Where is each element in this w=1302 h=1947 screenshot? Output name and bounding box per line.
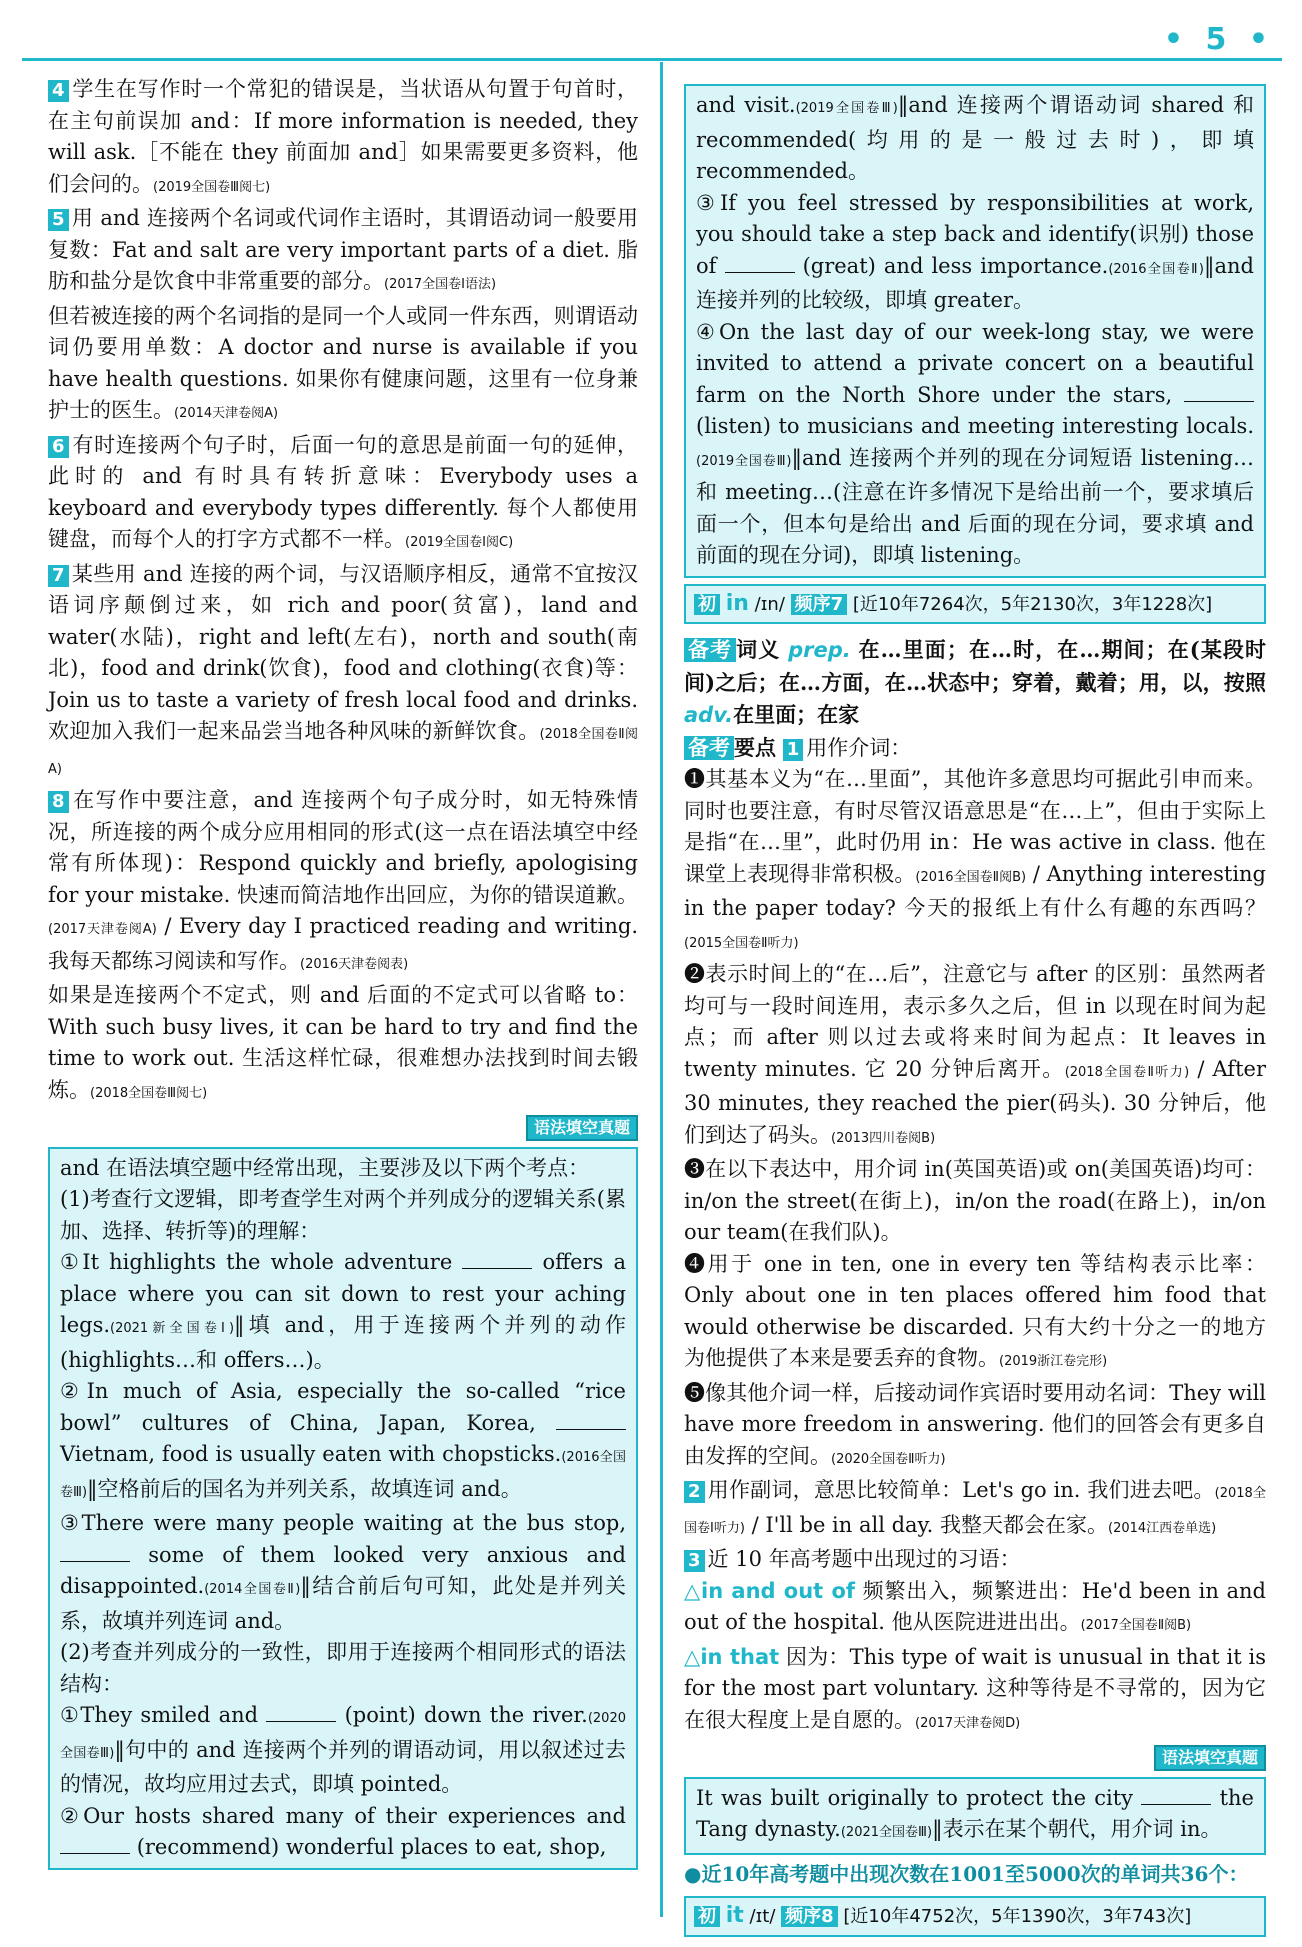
- exam-question-6: ③If you feel stressed by responsibilities at work, you should take a step back and identify(识别) those of (great) and less importance.(2016全国卷Ⅱ)‖and 连接并列的比较级，即填 greater。: [696, 190, 1254, 312]
- idiom-in-and-out-of: △in and out of 频繁出入，频繁进出：He'd been in and out of the hospital. 他从医院进进出出。(2017全国卷Ⅱ阅B): [684, 1578, 1266, 1634]
- citation: (2021全国卷Ⅲ): [840, 1825, 933, 1840]
- phonetic: /ɪn/: [754, 593, 785, 615]
- left-column: [48, 74, 638, 1874]
- grammar-exam-tag: 语法填空真题: [1154, 1745, 1266, 1771]
- citation: (2019浙江卷完形): [999, 1354, 1108, 1369]
- tag-row: [48, 1111, 638, 1143]
- idiom-head: △in and out of: [684, 1578, 856, 1603]
- point-2: 2 用作副词，意思比较简单：Let's go in. 我们进去吧。(2018全国卷Ⅰ听力) / I'll be in all day. 我整天都会在家。(2014江西卷单选): [684, 1478, 1267, 1537]
- point-6-number: 6: [48, 436, 69, 458]
- exam-question-2: ②In much of Asia, especially the so-called “rice bowl” cultures of China, Japan, Korea, Vietnam, food is usually eaten with chopsticks.(2016全国卷Ⅲ)‖空格前后的国名为并列关系，故填连词 and。: [60, 1379, 626, 1501]
- point-5-note-text: 但若被连接的两个名词指的是同一个人或同一件东西，则谓语动词仍要用单数：A doctor and nurse is available if you have health questions. 如果你有健康问题，这里有一位身兼护士的医生。: [48, 303, 638, 422]
- pos-prep: prep.: [788, 638, 851, 662]
- box-heading-1: (1)考查行文逻辑，即考查学生对两个并列成分的逻辑关系(累加、选择、转折等)的理解：: [60, 1187, 626, 1243]
- point-4-text: 学生在写作时一个常犯的错误是，当状语从句置于句首时，在主句前误加 and：If more information is needed, they will ask.［不能在 they 前面加 and］如果需要更多资料，他们会问的。: [48, 77, 638, 196]
- headword: it: [725, 1903, 744, 1928]
- point-8: [48, 785, 638, 980]
- citation: (2014全国卷Ⅱ): [204, 1582, 301, 1597]
- point-1-title: 用作介词：: [806, 735, 912, 760]
- point-5-note: [48, 301, 638, 430]
- frequency-counts: [近10年7264次，5年2130次，3年1228次]: [852, 593, 1213, 615]
- exam-prep-label: 备考: [684, 638, 736, 662]
- usage-1: ❶其基本义为“在…里面”，其他许多意思均可据此引申而来。同时也要注意，有时尽管汉语意思是“在…上”，但由于实际上是指“在…里”，此时仍用 in：He was active in class. 他在课堂上表现得非常积极。(2016全国卷Ⅱ阅B) / Anything interesting in the paper today? 今天的报纸上有什么有趣的东西吗？(2015全国卷Ⅱ听力): [684, 767, 1267, 951]
- citation: (2016天津卷阅表): [300, 956, 409, 972]
- point-7-text: 某些用 and 连接的两个词，与汉语顺序相反，通常不宜按汉语词序颠倒过来，如 rich and poor(贫富)，land and water(水陆)，right and left(左右)，north and south(南北)，food and drink(饮食)，food and clothing(衣食)等：Join us to taste a variety of fresh local food and drinks. 欢迎加入我们一起来品尝当地各种风味的新鲜饮食。: [48, 561, 638, 743]
- exam-question-1: ①It highlights the whole adventure offers a place where you can sit down to rest your aching legs.(2021新全国卷Ⅰ)‖填 and，用于连接两个并列的动作(highlights…和 offers…)。: [60, 1250, 626, 1372]
- answer-blank[interactable]: [60, 1543, 130, 1562]
- citation: (2017天津卷阅D): [915, 1715, 1021, 1731]
- usage-4: ❹用于 one in ten, one in every ten 等结构表示比率：Only about one in ten places offered him food that would otherwise be discarded. 只有大约十分之一的地方为他提供了本来是要丢弃的食物。(2019浙江卷完形): [684, 1251, 1266, 1370]
- citation: (2014天津卷阅A): [174, 406, 279, 421]
- level-badge: 初: [694, 594, 720, 615]
- citation: (2017天津卷阅A): [48, 922, 157, 937]
- citation: (2017全国卷Ⅱ阅B): [1080, 1618, 1192, 1633]
- citation: (2021新全国卷Ⅰ): [110, 1321, 235, 1336]
- right-column: [684, 80, 1266, 1947]
- answer-blank[interactable]: [556, 1411, 626, 1430]
- citation: (2019全国卷Ⅲ阅七): [153, 179, 271, 195]
- citation: (2018全国卷Ⅱ阅A): [48, 727, 638, 777]
- point-8-note-text: 如果是连接两个不定式，则 and 后面的不定式可以省略 to：With such busy lives, it can be hard to try and find the time to work out. 生活这样忙碌，很难想办法找到时间去锻炼。: [48, 983, 638, 1102]
- citation: (2018全国卷Ⅰ听力): [684, 1486, 1267, 1536]
- citation: (2018全国卷Ⅲ阅七): [90, 1085, 208, 1101]
- idiom-head: △in that: [684, 1644, 780, 1669]
- exam-question-7: ④On the last day of our week-long stay, we were invited to attend a private concert on a beautiful farm on the North Shore under the stars, (listen) to musicians and meeting interesting locals.(2019全国卷Ⅲ)‖and 连接两个并列的现在分词短语 listening…和 meeting…(注意在许多情况下是给出前一个，要求填后面一个，但本句是给出 and 后面的现在分词，要求填 and 前面的现在分词)，即填 listening。: [696, 319, 1254, 567]
- box-intro: and 在语法填空题中经常出现，主要涉及以下两个考点：: [60, 1155, 590, 1180]
- point-1-number: 1: [783, 739, 804, 761]
- point-4-number: 4: [48, 80, 69, 102]
- citation: (2018全国卷Ⅱ听力): [1064, 1064, 1190, 1080]
- answer-blank[interactable]: [462, 1250, 532, 1269]
- citation: (2013四川卷阅B): [831, 1130, 936, 1146]
- point-8-example: / Every day I practiced reading and writing. 我每天都练习阅读和写作。: [48, 914, 638, 973]
- point-2-number: 2: [684, 1481, 705, 1503]
- point-7: [48, 559, 638, 786]
- meaning-adv: 在里面；在家: [733, 702, 860, 727]
- box-heading-2: (2)考查并列成分的一致性，即用于连接两个相同形式的语法结构：: [60, 1640, 626, 1696]
- usage-5: ❺像其他介词一样，后接动词作宾语时要用动名词：They will have more freedom in answering. 他们的回答会有更多自由发挥的空间。(2020全国卷Ⅱ听力): [684, 1380, 1266, 1468]
- point-6-text: 有时连接两个句子时，后面一句的意思是前面一句的延伸，此时的 and 有时具有转折意味：Everybody uses a keyboard and everybody types differently. 每个人都使用键盘，而每个人的打字方式都不一样。: [48, 432, 638, 551]
- point-4: [48, 74, 638, 203]
- point-7-number: 7: [48, 565, 69, 587]
- meaning-prep: 在…里面；在…时，在…期间；在(某段时间)之后；在…方面，在…状态中；穿着，戴着；用，以，按照: [684, 637, 1266, 695]
- usage-2: ❷表示时间上的“在…后”，注意它与 after 的区别：虽然两者均可与一段时间连用，表示多久之后，但 in 以现在时间为起点；而 after 则以过去或将来时间为起点：It leaves in twenty minutes. 它 20 分钟后离开。(2018全国卷Ⅱ听力) / After 30 minutes, they reached the pier(码头). 30 分钟后，他们到达了码头。(2013四川卷阅B): [684, 962, 1266, 1147]
- point-5: [48, 203, 638, 301]
- answer-blank[interactable]: [1184, 383, 1254, 402]
- page-number: • 5 •: [1163, 22, 1274, 57]
- frequency-counts: [近10年4752次，5年1390次，3年743次]: [843, 1906, 1192, 1927]
- exam-prep-label: 备考: [684, 736, 734, 760]
- point-3: 3 近 10 年高考题中出现过的习语：: [684, 1544, 1266, 1576]
- point-8-text: 在写作中要注意，and 连接两个句子成分时，如无特殊情况，所连接的两个成分应用相同的形式(这一点在语法填空中经常有所体现)：Respond quickly and briefly, apologising for your mistake. 快速而简洁地作出回应，为你的错误道歉。: [48, 788, 638, 907]
- key-points: [684, 732, 1266, 765]
- citation: (2016全国卷Ⅱ阅B): [915, 869, 1027, 885]
- word-entry-it: [684, 1896, 1266, 1937]
- frequency-rank: 频序8: [781, 1906, 838, 1927]
- level-badge: 初: [694, 1906, 720, 1927]
- usage-3: ❸在以下表达中，用介词 in(英国英语)或 on(美国英语)均可：in/on the street(在街上)，in/on the road(在路上)，in/on our team(在我们队)。: [684, 1157, 1266, 1244]
- point-6: [48, 430, 638, 559]
- citation: (2019全国卷Ⅲ): [696, 453, 792, 469]
- citation: (2019全国卷Ⅰ阅C): [405, 535, 514, 550]
- idiom-in-that: △in that 因为：This type of wait is unusual in that it is for the most part voluntary. 这种等待是不寻常的，因为它在很大程度上是自愿的。(2017天津卷阅D): [684, 1644, 1266, 1732]
- frequency-footnote: ●近10年高考题中出现次数在1001至5000次的单词共36个：: [684, 1861, 1249, 1886]
- citation: (2019全国卷Ⅲ): [795, 101, 898, 116]
- points-title: 要点: [734, 734, 776, 760]
- word-entry-in: [684, 584, 1266, 625]
- citation: (2016全国卷Ⅲ): [60, 1450, 626, 1500]
- frequency-rank: 频序7: [791, 594, 848, 615]
- grammar-exam-box-2: [684, 1777, 1266, 1855]
- point-5-text: 用 and 连接两个名词或代词作主语时，其谓语动词一般要用复数：Fat and salt are very important parts of a diet. 脂肪和盐分是饮食中非常重要的部分。: [48, 206, 638, 293]
- point-8-number: 8: [48, 791, 69, 813]
- grammar-exam-tag: 语法填空真题: [526, 1115, 638, 1141]
- phonetic: /ɪt/: [749, 1906, 776, 1927]
- column-divider: [660, 62, 663, 1917]
- word-meaning: [684, 634, 1266, 732]
- exam-question-5: ②Our hosts shared many of their experiences and (recommend) wonderful places to eat, shop,: [60, 1803, 626, 1859]
- citation: (2020全国卷Ⅲ): [60, 1711, 626, 1761]
- answer-blank[interactable]: [1141, 1786, 1211, 1805]
- exam-question-4: ①They smiled and (point) down the river.(2020全国卷Ⅲ)‖句中的 and 连接两个并列的谓语动词，用以叙述过去的情况，故均应用过去式，即填 pointed。: [60, 1703, 626, 1796]
- citation: (2017全国卷Ⅰ语法): [384, 277, 497, 292]
- citation: (2016全国卷Ⅱ): [1108, 261, 1204, 277]
- exam-question-in: It was built originally to protect the city the Tang dynasty.(2021全国卷Ⅲ)‖表示在某个朝代，用介词 in。: [696, 1785, 1254, 1841]
- answer-blank[interactable]: [60, 1835, 130, 1854]
- exam-question-5-end: and visit.(2019全国卷Ⅲ)‖and 连接两个谓语动词 shared 和 recommended(均用的是一般过去时)，即填 recommended。: [696, 93, 1254, 183]
- headword: in: [725, 590, 749, 616]
- grammar-exam-box-continued: [684, 84, 1266, 578]
- citation: (2020全国卷Ⅱ听力): [831, 1451, 946, 1467]
- pos-adv: adv.: [684, 703, 734, 727]
- exam-question-3: ③There were many people waiting at the bus stop, some of them looked very anxious and disappointed.(2014全国卷Ⅱ)‖结合前后句可知，此处是并列关系，故填并列连词 and。: [60, 1511, 626, 1633]
- point-5-number: 5: [48, 209, 69, 231]
- answer-blank[interactable]: [266, 1703, 336, 1722]
- tag-row: [684, 1741, 1266, 1773]
- point-8-note: [48, 980, 638, 1109]
- point-3-number: 3: [684, 1550, 705, 1572]
- meaning-title: 词义: [736, 637, 781, 662]
- citation: (2014江西卷单选): [1108, 1520, 1217, 1536]
- answer-blank[interactable]: [725, 254, 795, 273]
- top-rule: [22, 58, 1282, 61]
- citation: (2015全国卷Ⅱ听力): [684, 935, 799, 951]
- grammar-exam-box: [48, 1147, 638, 1870]
